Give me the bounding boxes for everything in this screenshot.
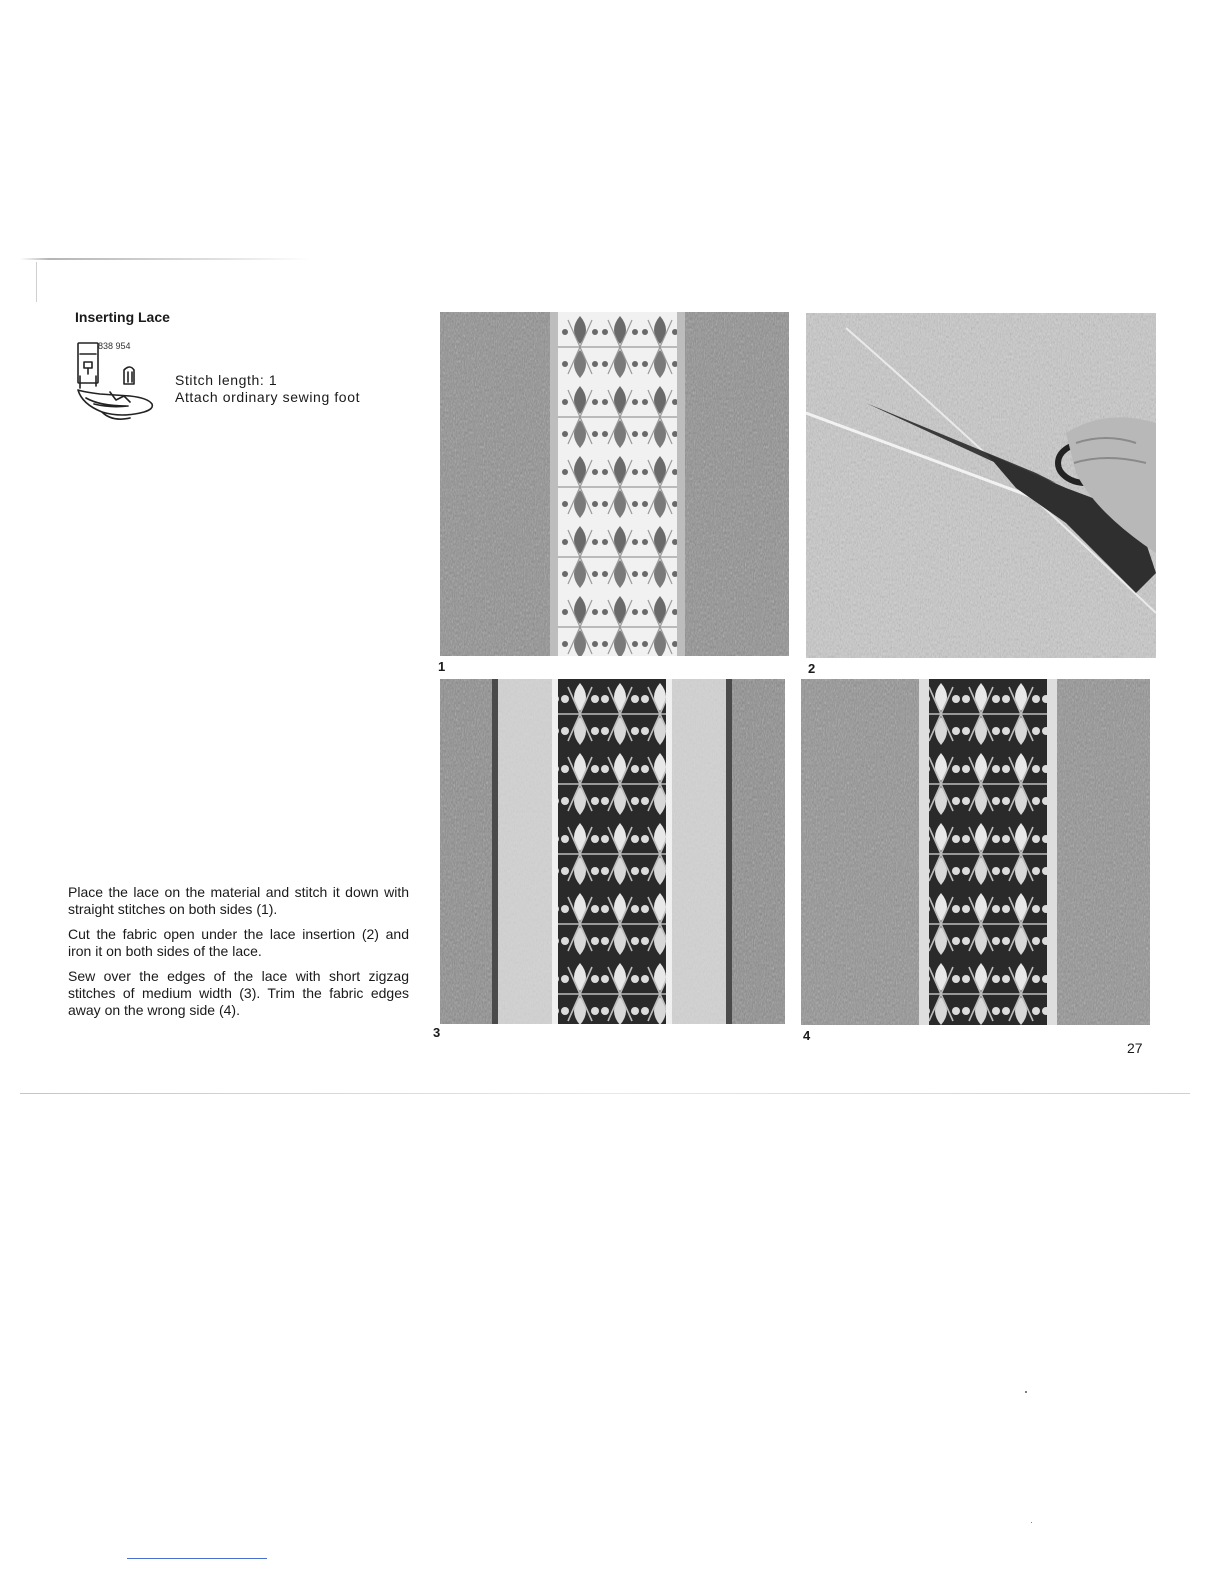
foot-part-number: 838 954 (98, 341, 131, 351)
presser-foot-icon (72, 340, 162, 430)
scan-edge-top (20, 258, 310, 260)
figure-3-label: 3 (433, 1025, 441, 1040)
figure-2-label: 2 (808, 661, 816, 676)
scan-edge-left (36, 262, 37, 302)
scan-edge-bottom (20, 1093, 1190, 1094)
instructions-text (68, 884, 409, 1027)
instruction-paragraph: Place the lace on the material and stitch it down with straight stitches on both sides (1). (68, 884, 409, 917)
figure-3-photo (440, 679, 785, 1024)
instruction-paragraph: Cut the fabric open under the lace insertion (2) and iron it on both sides of the lace. (68, 926, 409, 959)
figure-1-photo (440, 312, 789, 656)
scan-speck (1025, 1391, 1027, 1393)
settings-block (175, 372, 360, 406)
scan-speck (1031, 1522, 1032, 1523)
foot-instruction-text: Attach ordinary sewing foot (175, 389, 361, 405)
figure-4-label: 4 (803, 1028, 811, 1043)
instruction-paragraph: Sew over the edges of the lace with short zigzag stitches of medium width (3). Trim the fabric edges away on the wrong side (4). (68, 968, 409, 1018)
figure-2-photo (806, 313, 1156, 658)
page-number: 27 (1127, 1040, 1143, 1056)
scan-blue-mark (127, 1558, 267, 1559)
figure-4-photo (801, 679, 1150, 1025)
figure-1-label: 1 (438, 659, 446, 674)
stitch-length-text: Stitch length: 1 (175, 372, 278, 388)
section-title: Inserting Lace (75, 309, 170, 325)
